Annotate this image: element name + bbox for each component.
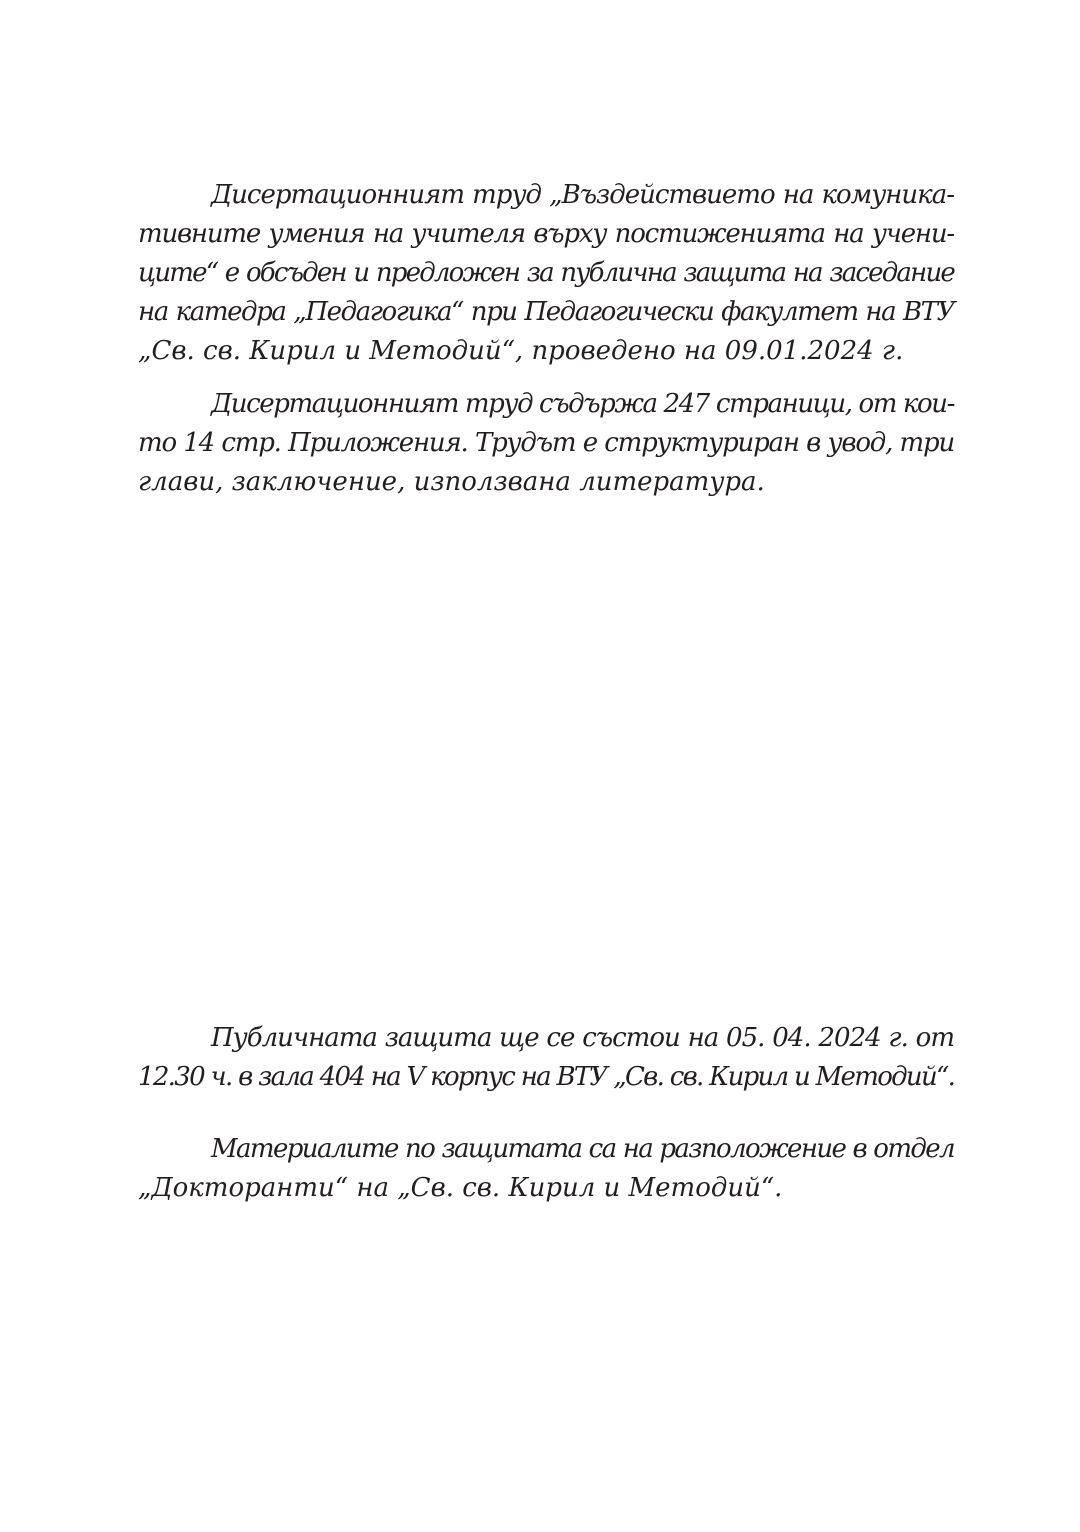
text-line: ците“ е обсъден и предложен за публична защита на заседание: [138, 258, 954, 288]
text-line: Публичната защита ще се състои на 05. 04. 2024 г. от: [211, 1023, 954, 1053]
paragraph-dissertation-structure: [138, 385, 954, 502]
paragraph-dissertation-discussion: [138, 176, 954, 371]
text-line: „Св. св. Кирил и Методий“, проведено на 09.01.2024 г.: [138, 336, 904, 366]
text-line: Материалите по защитата са на разположение в отдел: [211, 1134, 954, 1164]
text-line: на катедра „Педагогика“ при Педагогически факултет на ВТУ: [138, 297, 954, 327]
text-line: 12.30 ч. в зала 404 на V корпус на ВТУ „Св. св. Кирил и Методий“.: [138, 1062, 955, 1092]
text-line: тивните умения на учителя върху постиженията на учени-: [138, 219, 954, 249]
text-line: Дисертационният труд „Въздействието на комуника-: [211, 180, 954, 210]
text-line: глави, заключение, използвана литература.: [138, 467, 765, 497]
text-line: „Докторанти“ на „Св. св. Кирил и Методий“.: [138, 1173, 783, 1203]
paragraph-materials-availability: [138, 1130, 954, 1208]
text-line: Дисертационният труд съдържа 247 страници, от кои-: [211, 389, 954, 419]
paragraph-public-defense: [138, 1019, 954, 1097]
text-line: то 14 стр. Приложения. Трудът е структуриран в увод, три: [138, 428, 954, 458]
